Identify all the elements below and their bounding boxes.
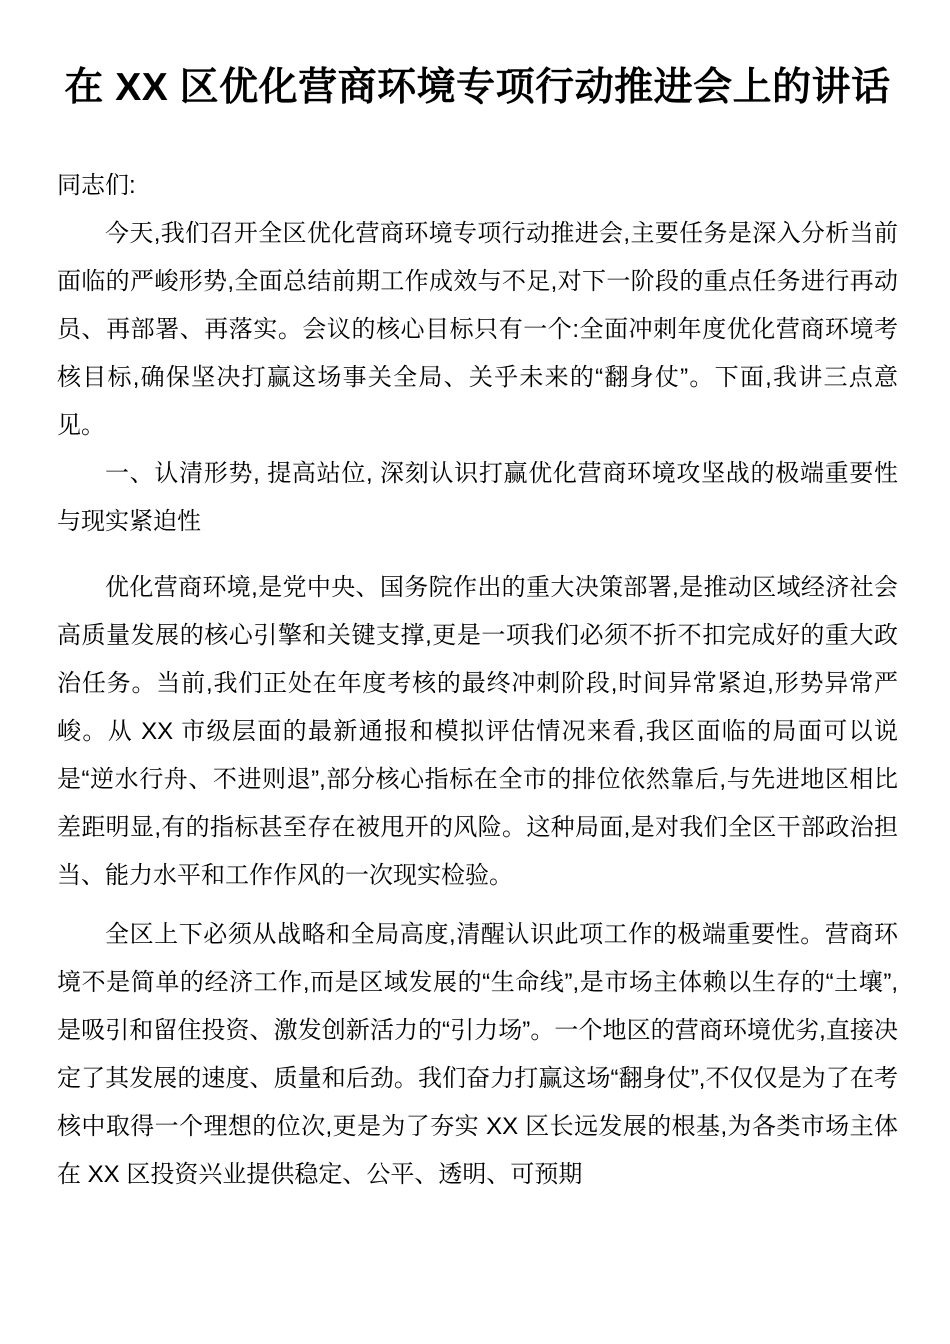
- document-title: 在 XX 区优化营商环境专项行动推进会上的讲话: [64, 66, 891, 109]
- document-content: [57, 62, 898, 1199]
- paragraph-situation-analysis: 优化营商环境,是党中央、国务院作出的重大决策部署,是推动区域经济社会高质量发展的核心引擎和关键支撑,更是一项我们必须不折不扣完成好的重大政治任务。当前,我们正处在年度考核的最终冲刺阶段,时间异常紧迫,形势异常严峻。从 XX 市级层面的最新通报和模拟评估情况来看,我区面临的局面可以说是“逆水行舟、不进则退”,部分核心指标在全市的排位依然靠后,与先进地区相比差距明显,有的指标甚至存在被甩开的风险。这种局面,是对我们全区干部政治担当、能力水平和工作作风的一次现实检验。: [57, 574, 898, 889]
- salutation: 同志们:: [57, 172, 136, 199]
- paragraph-strategic-importance: 全区上下必须从战略和全局高度,清醒认识此项工作的极端重要性。营商环境不是简单的经济工作,而是区域发展的“生命线”,是市场主体赖以生存的“土壤”,是吸引和留住投资、激发创新活力的“引力场”。一个地区的营商环境优劣,直接决定了其发展的速度、质量和后劲。我们奋力打赢这场“翻身仗”,不仅仅是为了在考核中取得一个理想的位次,更是为了夯实 XX 区长远发展的根基,为各类市场主体在 XX 区投资兴业提供稳定、公平、透明、可预期: [57, 921, 898, 1188]
- section-heading-1: 一、认清形势, 提高站位, 深刻认识打赢优化营商环境攻坚战的极端重要性与现实紧迫性: [57, 460, 898, 535]
- paragraph-intro: 今天,我们召开全区优化营商环境专项行动推进会,主要任务是深入分析当前面临的严峻形势,全面总结前期工作成效与不足,对下一阶段的重点任务进行再动员、再部署、再落实。会议的核心目标只有一个:全面冲刺年度优化营商环境考核目标,确保坚决打赢这场事关全局、关乎未来的“翻身仗”。下面,我讲三点意见。: [57, 220, 898, 439]
